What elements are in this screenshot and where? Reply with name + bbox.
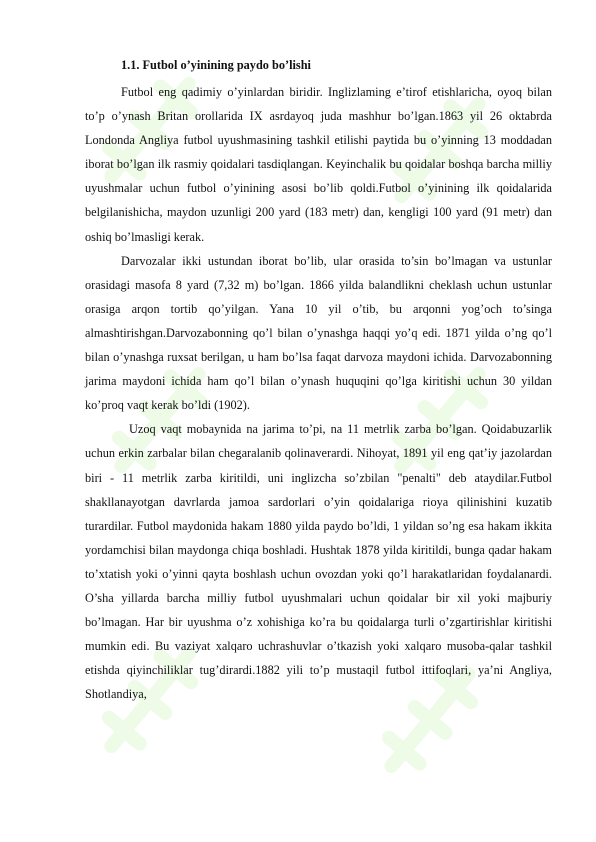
document-page xyxy=(85,56,552,706)
paragraph-3: Uzoq vaqt mobaynida na jarima to’pi, na 11 metrlik zarba bo’lgan. Qoidabuzarlik uchun erkin zarbalar bilan chegaralanib qolinaverardi. Nihoyat, 1891 yil eng qat’iy jazolardan biri - 11 metrlik zarba kiritildi, uni inglizcha so’zbilan "penalti" deb ataydilar.Futbol shakllanayotgan davrlarda jamoa sardorlari o’yin qoidalariga rioya qilinishini kuzatib turardilar. Futbol maydonida hakam 1880 yilda paydo bo’ldi, 1 yildan so’ng esa hakam ikkita yordamchisi bilan maydonga chiqa boshladi. Hushtak 1878 yilda kiritildi, bunga qadar hakam to’xtatish yoki o’yinni qayta boshlash uchun ovozdan yoki qo’l harakatlaridan foydalanardi. O’sha yillarda barcha milliy futbol uyushmalari uchun qoidalar bir xil yoki majburiy bo’lmagan. Har bir uyushma o’z xohishiga ko’ra bu qoidalarga turli o’zgartirishlar kiritishi mumkin edi. Bu vaziyat xalqaro uchrashuvlar o’tkazish yoki xalqaro musoba-qalar tashkil etishda qiyinchiliklar tug’dirardi.1882 yili to’p mustaqil futbol ittifoqlari, ya’ni Angliya, Shotlandiya, xyxy=(85,422,552,702)
paragraph-1: Futbol eng qadimiy o’yinlardan biridir. Inglizlaming e’tirof etishlaricha, oyoq bilan to’p o’ynash Britan orollarida IX asrdayoq juda mashhur bo’lgan.1863 yil 26 oktabrda Londonda Angliya futbol uyushmasining tashkil etilishi paytida bu o’yinning 13 moddadan iborat bo’lgan ilk rasmiy qoidalari tasdiqlangan. Keyinchalik bu qoidalar boshqa barcha milliy uyushmalar uchun futbol o’yinining asosi bo’lib qoldi.Futbol o’yinining ilk qoidalarida belgilanishicha, maydon uzunligi 200 yard (183 metr) dan, kengligi 100 yard (91 metr) dan oshiq bo’lmasligi kerak. xyxy=(85,85,552,244)
section-heading: 1.1. Futbol o’yinining paydo bo’lishi xyxy=(121,58,311,72)
paragraph-2: Darvozalar ikki ustundan iborat bo’lib, ular orasida to’sin bo’lmagan va ustunlar orasidagi masofa 8 yard (7,32 m) bo’lgan. 1866 yilda balandlikni cheklash uchun ustunlar orasiga arqon tortib qo’yilgan. Yana 10 yil o’tib, bu arqonni yog’och to’singa almashtirishgan.Darvozabonning qo’l bilan o’ynashga haqqi yo’q edi. 1871 yilda o’ng qo’l bilan o’ynashga ruxsat berilgan, u ham bo’lsa faqat darvoza maydoni ichida. Darvozabonning jarima maydoni ichida ham qo’l bilan o’ynash huquqini qo’lga kiritishi uchun 30 yildan ko’proq vaqt kerak bo’ldi (1902). xyxy=(85,253,552,413)
